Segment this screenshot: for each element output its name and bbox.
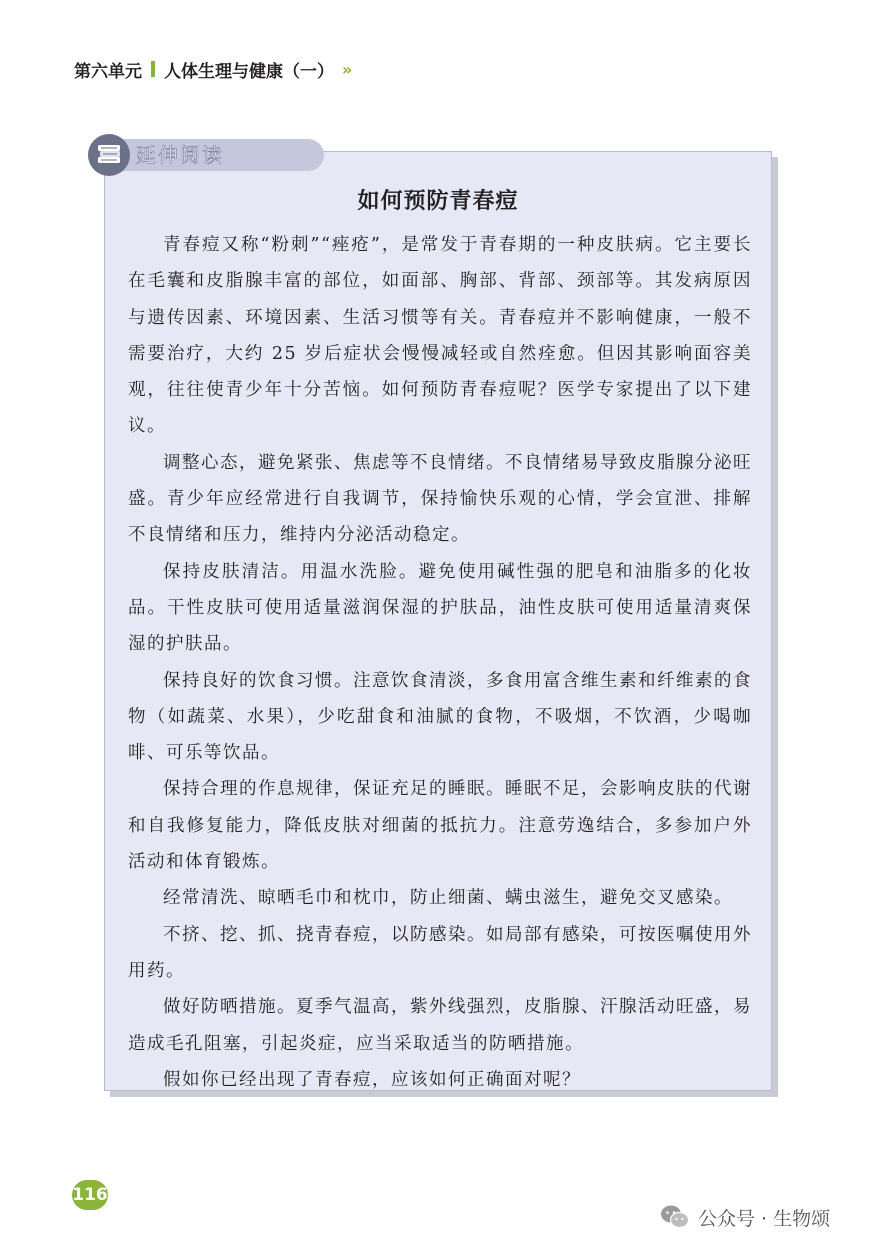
page-number: 116 — [72, 1180, 108, 1210]
header-divider — [151, 61, 155, 77]
paragraph: 不挤、挖、抓、挠青春痘，以防感染。如局部有感染，可按医嘱使用外用药。 — [128, 924, 752, 981]
article-body — [128, 227, 752, 1098]
watermark — [660, 1200, 830, 1234]
wechat-icon — [660, 1204, 690, 1230]
paragraph: 保持合理的作息规律，保证充足的睡眠。睡眠不足，会影响皮肤的代谢和自我修复能力，降低皮肤对细菌的抵抗力。注意劳逸结合，多参加户外活动和体育锻炼。 — [128, 779, 752, 873]
unit-label: 第六单元 — [74, 61, 142, 82]
article-title: 如何预防青春痘 — [357, 188, 519, 214]
paragraph: 保持皮肤清洁。用温水洗脸。避免使用碱性强的肥皂和油脂多的化妆品。干性皮肤可使用适量滋润保湿的护肤品，油性皮肤可使用适量清爽保湿的护肤品。 — [128, 561, 752, 655]
chapter-title: 人体生理与健康（一） — [164, 61, 334, 82]
unit-header — [74, 56, 349, 82]
watermark-text: 公众号 · 生物颂 — [698, 1207, 831, 1230]
paragraph: 假如你已经出现了青春痘，应该如何正确面对呢？ — [163, 1069, 581, 1090]
paragraph: 保持良好的饮食习惯。注意饮食清淡，多食用富含维生素和纤维素的食物（如蔬菜、水果），少吃甜食和油腻的食物，不吸烟，不饮酒，少喝咖啡、可乐等饮品。 — [128, 670, 752, 764]
paragraph: 青春痘又称“粉刺”“痤疮”，是常发于青春期的一种皮肤病。它主要长在毛囊和皮脂腺丰富的部位，如面部、胸部、背部、颈部等。其发病原因与遗传因素、环境因素、生活习惯等有关。青春痘并不影响健康，一般不需要治疗，大约 25 岁后症状会慢慢减轻或自然痊愈。但因其影响面容美观，往往使青少年十分苦恼。如何预防青春痘呢？医学专家提出了以下建议。 — [128, 235, 752, 437]
paragraph: 调整心态，避免紧张、焦虑等不良情绪。不良情绪易导致皮脂腺分泌旺盛。青少年应经常进行自我调节，保持愉快乐观的心情，学会宣泄、排解不良情绪和压力，维持内分泌活动稳定。 — [128, 452, 752, 546]
paragraph: 做好防晒措施。夏季气温高，紫外线强烈，皮脂腺、汗腺活动旺盛，易造成毛孔阻塞，引起炎症，应当采取适当的防晒措施。 — [128, 997, 752, 1054]
book-stack-icon — [88, 134, 130, 176]
paragraph: 经常清洗、晾晒毛巾和枕巾，防止细菌、螨虫滋生，避免交叉感染。 — [163, 888, 733, 909]
double-chevron-icon: » — [342, 59, 350, 79]
section-tab-label: 延伸阅读 — [136, 143, 224, 167]
